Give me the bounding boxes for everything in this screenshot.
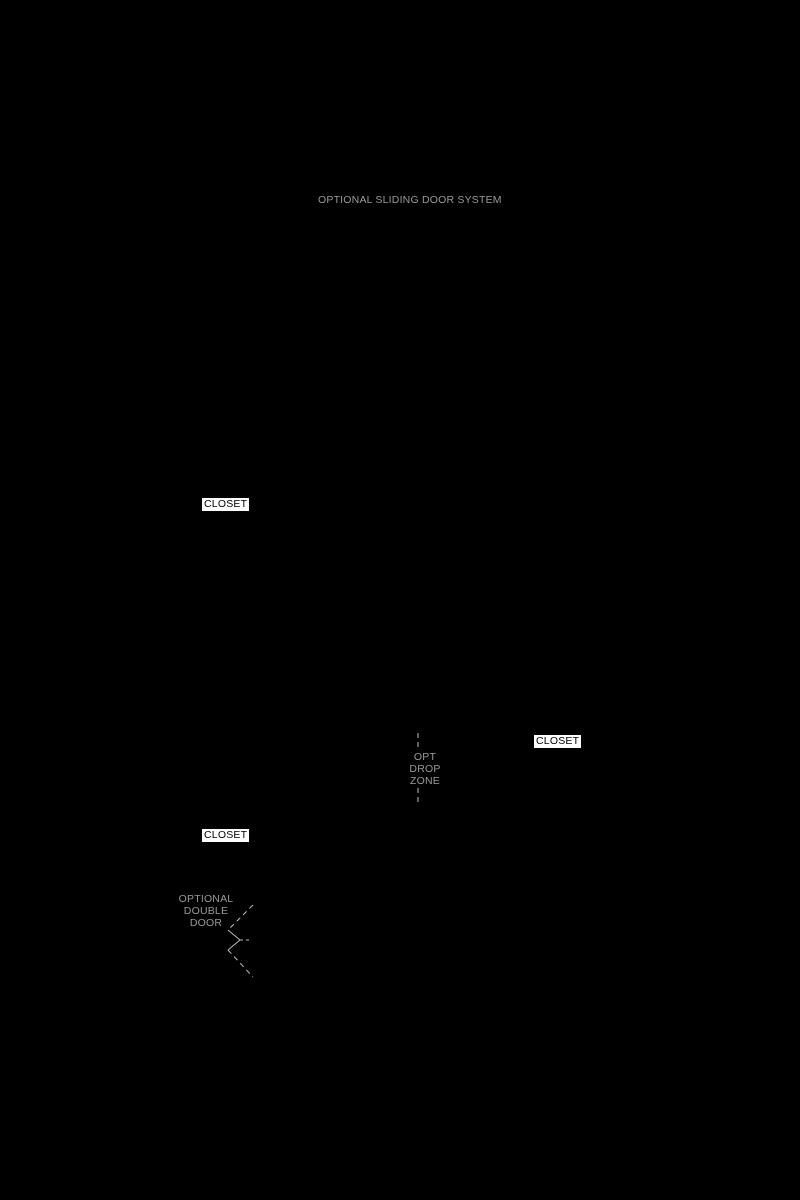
double-door-swing-mid-3 bbox=[228, 940, 240, 950]
closet-label-right: CLOSET bbox=[536, 735, 580, 747]
double-door-swing-mid-1 bbox=[228, 930, 240, 940]
double-door-line-1: OPTIONAL bbox=[178, 893, 234, 905]
drop-zone-line-1: OPT bbox=[413, 751, 437, 763]
drop-zone-line-3: ZONE bbox=[410, 775, 440, 787]
sliding-door-note: OPTIONAL SLIDING DOOR SYSTEM bbox=[318, 194, 502, 206]
double-door-line-2: DOUBLE bbox=[183, 905, 229, 917]
drop-zone-line-2: DROP bbox=[409, 763, 441, 775]
double-door-swing-lower bbox=[228, 950, 253, 977]
double-door-line-3: DOOR bbox=[189, 917, 223, 929]
double-door-swing-upper bbox=[228, 905, 253, 930]
closet-label-lower-left: CLOSET bbox=[204, 829, 248, 841]
closet-label-upper-left: CLOSET bbox=[204, 498, 248, 510]
